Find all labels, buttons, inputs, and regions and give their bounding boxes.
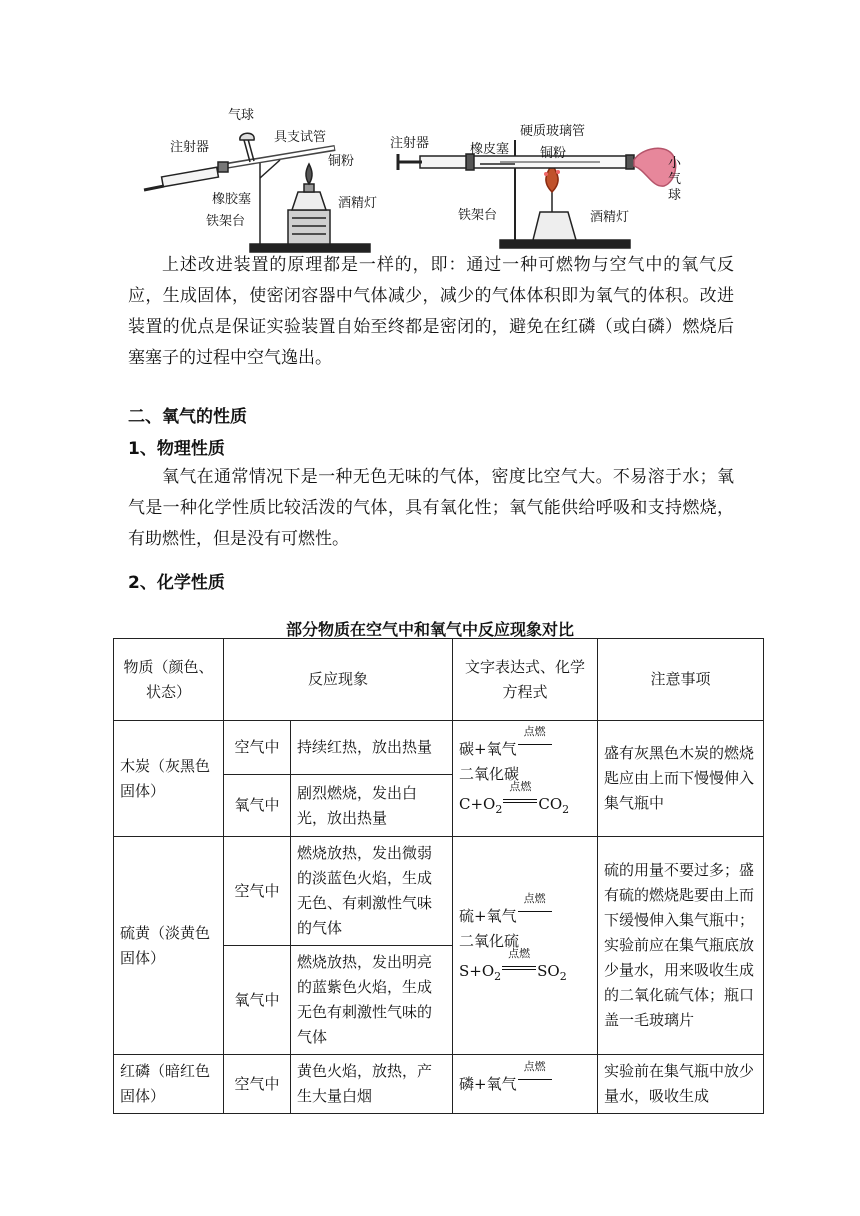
table-row [114, 721, 764, 775]
intro-paragraph: 上述改进装置的原理都是一样的，即：通过一种可燃物与空气中的氧气反应，生成固体，使密闭容器中气体减少，减少的气体体积即为氧气的体积。改进装置的优点是保证实验装置自始至终都是密闭的，避免在红磷（或白磷）燃烧后塞塞子的过程中空气逸出。 [128, 255, 734, 368]
chemical-equation: $S+O_2$ 点燃 $SO_2$ [459, 946, 567, 983]
cell-air-phenomenon: 黄色火焰，放热，产生大量白烟 [291, 1055, 453, 1114]
cell-air-label: 空气中 [224, 837, 291, 946]
label-left-stand: 铁架台 [206, 214, 246, 229]
word-equation: 硫+氧气 点燃 [459, 903, 591, 929]
label-right-lamp: 酒精灯 [590, 210, 630, 225]
subsection-physical-title: 1、物理性质 [128, 439, 225, 459]
label-left-lamp: 酒精灯 [338, 196, 378, 211]
label-balloon: 气球 [228, 108, 255, 123]
label-side-tube: 具支试管 [274, 130, 327, 145]
left-rubber-stopper [218, 162, 228, 172]
cell-substance-phosphorus: 红磷（暗红色固体） [114, 1055, 224, 1114]
label-right-copper: 铜粉 [540, 146, 567, 161]
cell-notes-phosphorus: 实验前在集气瓶中放少量水，吸收生成 [598, 1055, 764, 1114]
apparatus-drawings [140, 100, 740, 260]
cell-notes-charcoal: 盛有灰黑色木炭的燃烧匙应由上而下慢慢伸入集气瓶中 [598, 721, 764, 837]
word-equation: 磷+氧气 点燃 [459, 1071, 591, 1097]
label-left-copper: 铜粉 [328, 154, 355, 169]
left-balloon [240, 133, 254, 140]
right-apparatus [398, 140, 676, 248]
table-row [114, 1055, 764, 1114]
cell-air-label: 空气中 [224, 1055, 291, 1114]
cell-equation-sulfur [453, 837, 598, 1055]
label-rubber-stopper: 橡胶塞 [212, 192, 252, 207]
table-header-row [114, 639, 764, 721]
label-left-syringe: 注射器 [170, 140, 210, 155]
cell-equation-charcoal [453, 721, 598, 837]
table-row [114, 837, 764, 946]
right-alcohol-lamp [533, 212, 576, 240]
cell-oxygen-label: 氧气中 [224, 775, 291, 837]
right-stand-base [500, 240, 630, 248]
section-title: 二、氧气的性质 [128, 407, 247, 427]
label-hard-glass-tube: 硬质玻璃管 [520, 124, 586, 139]
label-right-syringe: 注射器 [390, 136, 430, 151]
header-equation: 文字表达式、化学方程式 [453, 639, 598, 721]
apparatus-figure [140, 100, 740, 260]
left-wood-block [288, 210, 330, 244]
header-notes: 注意事项 [598, 639, 764, 721]
word-product: 二氧化碳 [459, 764, 520, 783]
word-equation: 碳+氧气 点燃 [459, 736, 591, 762]
cell-equation-phosphorus [453, 1055, 598, 1114]
reaction-comparison-table [113, 638, 764, 1114]
table-caption: 部分物质在空气中和氧气中反应现象对比 [285, 620, 574, 639]
cell-substance-charcoal: 木炭（灰黑色固体） [114, 721, 224, 837]
label-rubber-plug: 橡皮塞 [470, 142, 510, 157]
left-alcohol-lamp [292, 192, 326, 210]
physical-properties-paragraph: 氧气在通常情况下是一种无色无味的气体，密度比空气大。不易溶于水；氧气是一种化学性质比较活泼的气体，具有氧化性；氧气能供给呼吸和支持燃烧，有助燃性，但是没有可燃性。 [128, 467, 734, 549]
header-substance: 物质（颜色、状态） [114, 639, 224, 721]
right-syringe [420, 156, 466, 168]
cell-air-phenomenon: 持续红热，放出热量 [291, 721, 453, 775]
cell-oxygen-phenomenon: 燃烧放热，发出明亮的蓝紫色火焰，生成无色有刺激性气味的气体 [291, 946, 453, 1055]
label-right-stand: 铁架台 [458, 208, 498, 223]
cell-notes-sulfur: 硫的用量不要过多；盛有硫的燃烧匙要由上而下缓慢伸入集气瓶中；实验前应在集气瓶底放少量水，用来吸收生成的二氧化硫气体；瓶口盖一毛玻璃片 [598, 837, 764, 1055]
cell-air-phenomenon: 燃烧放热，发出微弱的淡蓝色火焰，生成无色、有刺激性气味的气体 [291, 837, 453, 946]
chemical-equation: $C+O_2$ 点燃 $CO_2$ [459, 779, 570, 816]
label-small-balloon: 小气球 [668, 156, 682, 203]
subsection-chemical-title: 2、化学性质 [128, 573, 225, 593]
cell-air-label: 空气中 [224, 721, 291, 775]
word-product: 二氧化硫 [459, 931, 520, 950]
header-phenomenon: 反应现象 [224, 639, 453, 721]
cell-substance-sulfur: 硫黄（淡黄色固体） [114, 837, 224, 1055]
cell-oxygen-phenomenon: 剧烈燃烧，发出白光，放出热量 [291, 775, 453, 837]
cell-oxygen-label: 氧气中 [224, 946, 291, 1055]
left-syringe [162, 167, 219, 187]
